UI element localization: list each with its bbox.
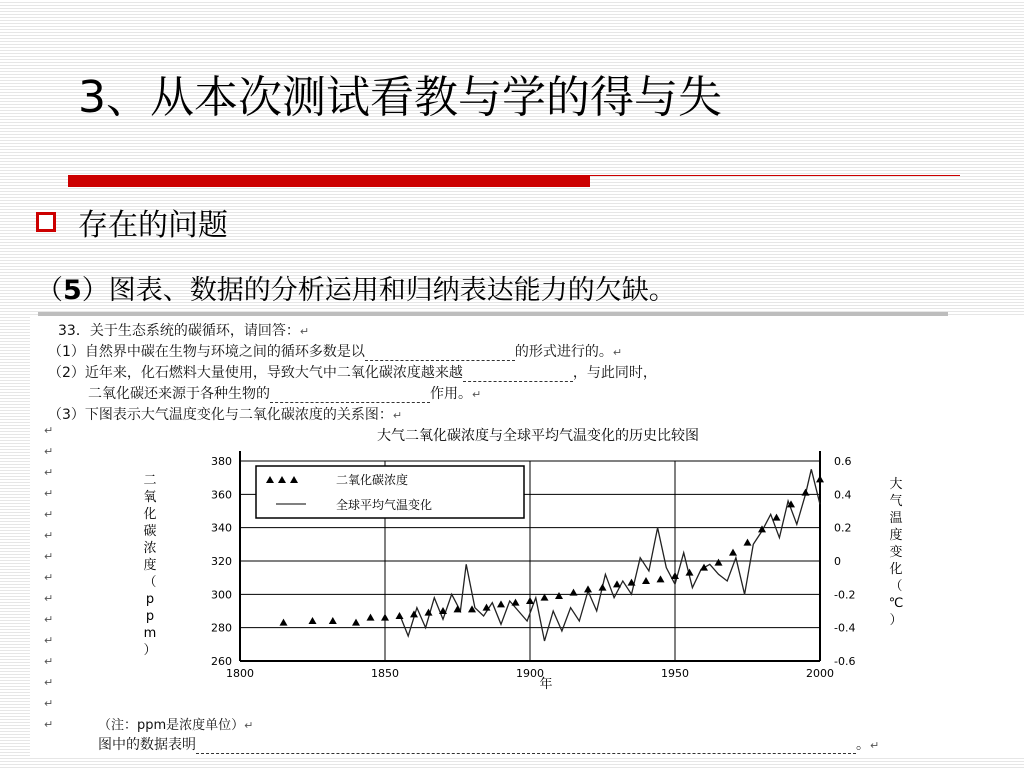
co2-point [329, 617, 337, 624]
co2-point [584, 585, 592, 592]
slide-title: 3、从本次测试看教与学的得与失 [78, 72, 722, 123]
x-tick-label: 1800 [226, 667, 254, 680]
paragraph-mark-icon: ↵ [44, 634, 54, 647]
question-heading-text: 33．关于生态系统的碳循环，请回答： [58, 323, 300, 339]
question-1-text-b: 的形式进行的。 [514, 344, 613, 360]
co2-point [396, 612, 404, 619]
paragraph-mark-icon: ↵ [44, 529, 54, 542]
answer-end: 。 [856, 737, 870, 753]
subpoint [36, 268, 676, 307]
question-answer-line [98, 734, 879, 754]
co2-point [555, 592, 563, 599]
y-axis-label-left-char: 氧 [143, 490, 157, 505]
question-1-text-a: （1）自然界中碳在生物与环境之间的循环多数是以 [48, 344, 365, 360]
subpoint-text: ）图表、数据的分析运用和归纳表达能力的欠缺。 [81, 275, 676, 306]
paragraph-mark-icon: ↵ [299, 325, 310, 338]
x-tick-label: 1850 [371, 667, 399, 680]
paragraph-mark-icon: ↵ [472, 388, 482, 401]
co2-point [497, 600, 505, 607]
y-tick-label-left: 380 [211, 455, 232, 468]
chart-title: 大气二氧化碳浓度与全球平均气温变化的历史比较图 [377, 428, 699, 444]
y-axis-label-left-char: 度 [143, 558, 157, 573]
y-axis-label-left-char: 化 [143, 507, 157, 522]
chart-note-text: （注：ppm是浓度单位） [98, 718, 245, 733]
y-axis-label-right-char: 变 [889, 545, 903, 560]
subpoint-number: 5 [63, 275, 82, 306]
y-tick-label-left: 340 [211, 521, 232, 535]
paragraph-mark-icon: ↵ [44, 655, 54, 668]
y-axis-label-left-char: 碳 [143, 524, 157, 539]
x-tick-label: 1900 [516, 667, 544, 680]
question-2-text-c: 二氧化碳还来源于各种生物的 [88, 386, 270, 402]
y-tick-label-right: 0.2 [834, 521, 852, 535]
bullet-item [36, 200, 228, 244]
y-tick-label-right: 0.6 [834, 455, 852, 468]
co2-point [613, 580, 621, 587]
y-axis-label-left-char: m [143, 626, 157, 641]
co2-temperature-chart [30, 316, 1024, 756]
x-tick-label: 2000 [806, 667, 834, 680]
y-tick-label-right: -0.4 [834, 621, 856, 635]
paragraph-mark-icon: ↵ [612, 346, 623, 359]
paragraph-mark-icon: ↵ [44, 676, 54, 689]
paragraph-mark-icon: ↵ [870, 739, 880, 752]
paragraph-mark-icon: ↵ [44, 487, 54, 500]
y-axis-label-right-char: 大 [889, 477, 903, 492]
question-2-text-b: ，与此同时， [572, 365, 657, 381]
paragraph-mark-icon: ↵ [44, 424, 54, 437]
co2-point [642, 577, 650, 584]
co2-point [773, 514, 781, 521]
paragraph-mark-icon: ↵ [44, 550, 54, 563]
paragraph-mark-icon: ↵ [392, 409, 403, 422]
answer-blank-4[interactable] [196, 753, 856, 754]
y-axis-label-right [889, 476, 904, 628]
y-tick-label-left: 260 [211, 655, 232, 668]
y-tick-label-right: -0.2 [834, 588, 856, 602]
x-tick-label: 1950 [661, 667, 689, 680]
co2-point [309, 617, 317, 624]
y-axis-label-left-char: ） [143, 643, 157, 658]
y-axis-label-left-char: p [145, 609, 155, 624]
question-2-text-a: （2）近年来，化石燃料大量使用，导致大气中二氧化碳浓度越来越 [48, 365, 463, 381]
title-underline [68, 175, 590, 187]
y-tick-label-left: 300 [211, 588, 232, 602]
co2-point [657, 575, 665, 582]
paragraph-mark-icon: ↵ [244, 719, 254, 732]
y-axis-label-left-char: p [145, 592, 155, 607]
co2-point [816, 475, 824, 482]
y-tick-label-right: -0.6 [834, 655, 856, 668]
title-underline-thin [590, 175, 960, 176]
y-axis-label-left-char: 二 [143, 473, 157, 488]
co2-point [512, 599, 520, 606]
co2-point [700, 564, 708, 571]
co2-point [686, 569, 694, 576]
question-3-text: （3）下图表示大气温度变化与二氧化碳浓度的关系图： [48, 407, 393, 423]
y-axis-label-right-char: 气 [889, 494, 903, 509]
y-tick-label-left: 320 [211, 555, 232, 568]
y-tick-label-right: 0 [834, 555, 841, 568]
paragraph-mark-icon: ↵ [44, 592, 54, 605]
co2-point [280, 619, 288, 626]
document-scan [30, 316, 1024, 756]
paragraph-mark-icon: ↵ [44, 571, 54, 584]
chart-note [98, 714, 253, 733]
y-tick-label-left: 280 [211, 621, 232, 635]
question-2-text-d: 作用。 [430, 386, 472, 402]
y-axis-label-right-char: 度 [889, 528, 903, 543]
bullet-label: 存在的问题 [78, 208, 228, 243]
co2-point [599, 584, 607, 591]
y-axis-label-left-char: （ [143, 575, 157, 590]
co2-point [352, 619, 360, 626]
y-axis-label-left [143, 473, 156, 658]
y-axis-label-right-char: 化 [889, 562, 903, 577]
co2-point [715, 559, 723, 566]
paragraph-mark-icon: ↵ [44, 445, 54, 458]
paragraph-mark-icon: ↵ [44, 697, 54, 710]
co2-point [570, 589, 578, 596]
answer-prompt: 图中的数据表明 [98, 737, 196, 753]
y-axis-label-right-char: ℃ [888, 596, 904, 611]
co2-point [744, 539, 752, 546]
y-tick-label-left: 360 [211, 488, 232, 502]
y-axis-label-left-char: 浓 [143, 541, 157, 556]
paragraph-mark-icon: ↵ [44, 718, 54, 731]
y-axis-label-right-char: （ [889, 579, 903, 594]
co2-point [526, 597, 534, 604]
co2-point [802, 489, 810, 496]
paragraph-mark-icon: ↵ [44, 508, 54, 521]
legend-label-temperature: 全球平均气温变化 [336, 498, 433, 512]
co2-point [367, 614, 375, 621]
co2-point [410, 610, 418, 617]
x-axis-label: 年 [539, 677, 553, 692]
y-tick-label-right: 0.4 [834, 488, 852, 502]
y-axis-label-right-char: 温 [889, 511, 903, 526]
y-axis-label-right-char: ） [889, 613, 903, 628]
paragraph-mark-icon: ↵ [44, 466, 54, 479]
co2-point [729, 549, 737, 556]
square-bullet-icon [36, 212, 56, 232]
paragraph-mark-icon: ↵ [44, 613, 54, 626]
co2-point [381, 614, 389, 621]
legend-label-co2: 二氧化碳浓度 [336, 473, 409, 487]
subpoint-prefix: （ [36, 275, 63, 306]
